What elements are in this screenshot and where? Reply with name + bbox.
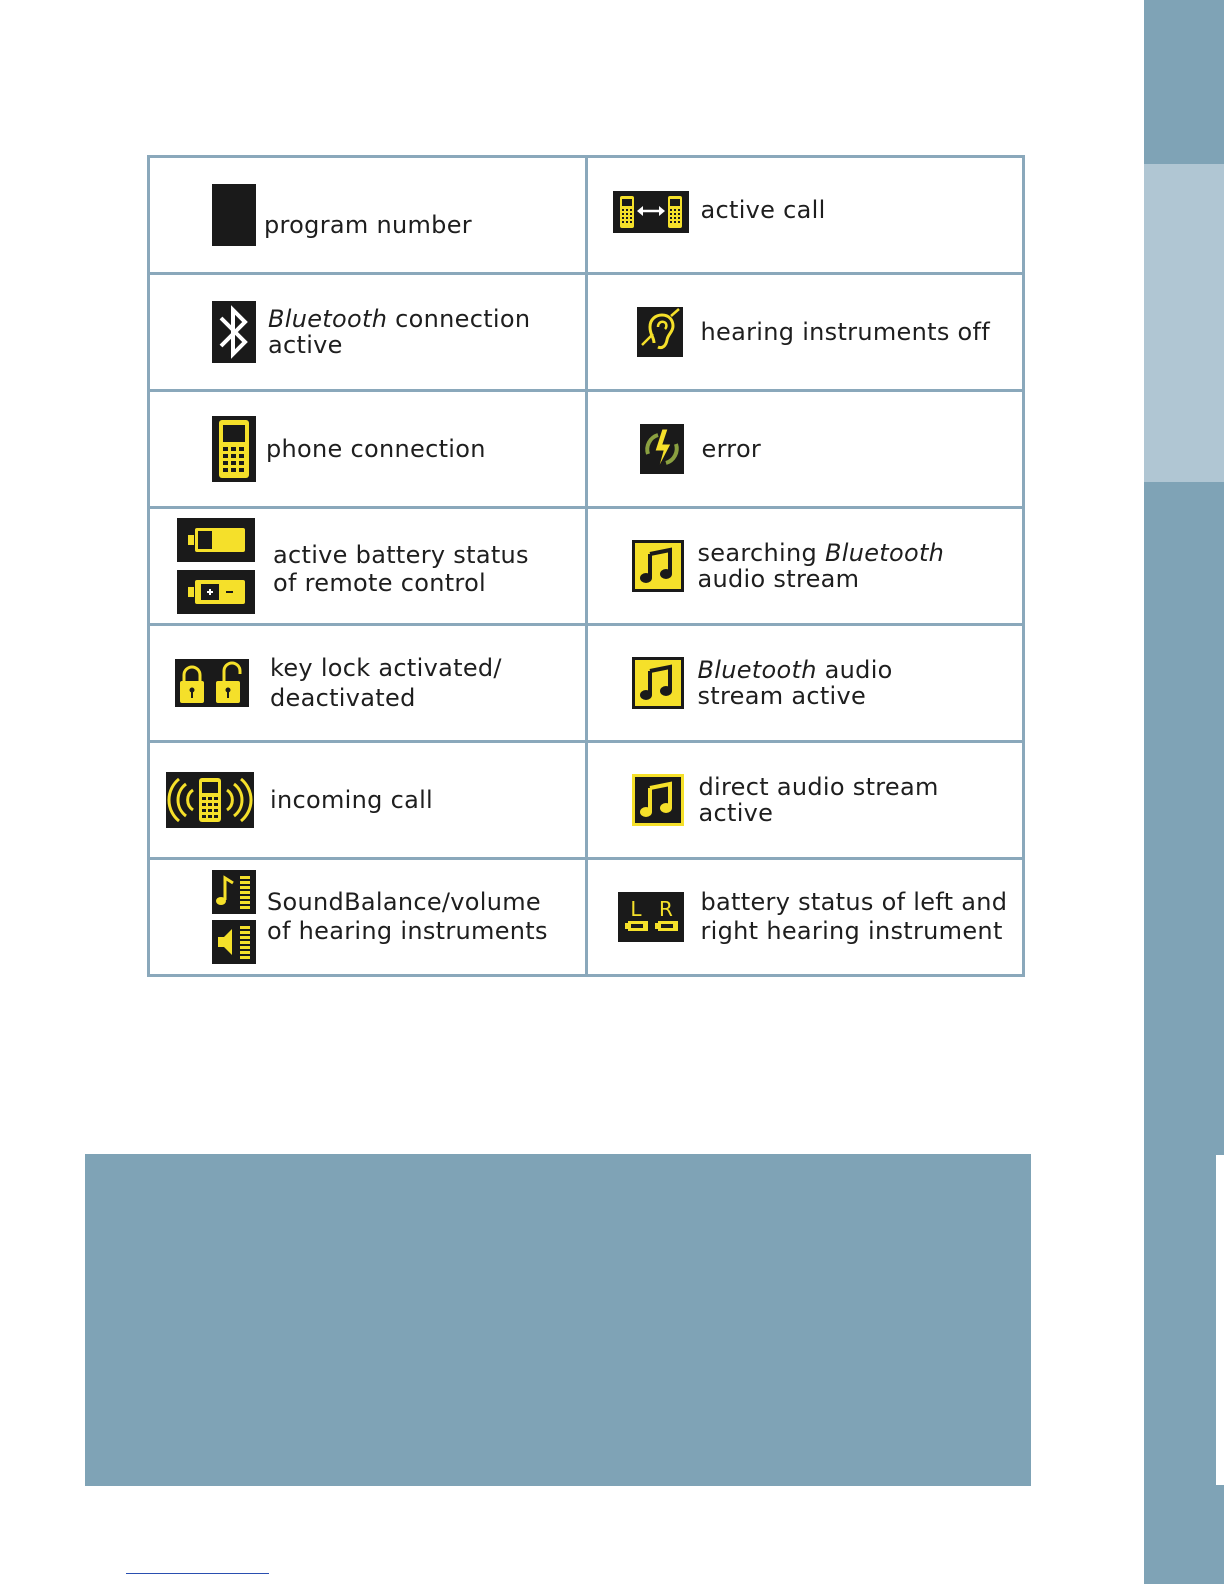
table-row [149, 274, 1024, 391]
legend-label: hearing instruments off [700, 318, 991, 346]
incoming-call-icon [164, 772, 256, 828]
bluetooth-icon [208, 301, 260, 363]
battery-icon [176, 518, 256, 614]
legend-label: error [701, 435, 762, 463]
side-tab-active [1144, 164, 1224, 482]
active-call-icon [611, 191, 691, 233]
table-row [149, 157, 1024, 274]
legend-cell-direct-audio [586, 742, 1024, 859]
lr-battery-icon [611, 892, 691, 942]
legend-label: battery status of left and right hearing instrument [700, 888, 1008, 945]
legend-cell-phone [149, 391, 587, 508]
legend-cell-active-call [586, 157, 1024, 274]
legend-label: direct audio stream active [698, 773, 939, 827]
table-row [149, 742, 1024, 859]
legend-cell-key-lock [149, 625, 587, 742]
music-note-icon [628, 774, 688, 826]
legend-label: active call [700, 196, 826, 224]
legend-cell-lr-battery [586, 859, 1024, 976]
music-note-icon [628, 540, 688, 592]
legend-cell-searching-bt-audio [586, 508, 1024, 625]
program-number-icon [208, 184, 260, 246]
legend-label: key lock activated/ deactivated [270, 654, 502, 712]
side-tab-top [1144, 0, 1224, 164]
phone-icon [208, 416, 260, 482]
info-box [85, 1154, 1031, 1486]
legend-cell-battery [149, 508, 587, 625]
hearing-off-icon [632, 307, 688, 357]
legend-label: incoming call [270, 786, 434, 814]
table-row [149, 625, 1024, 742]
music-note-icon [628, 657, 688, 709]
legend-label: Bluetooth connection active [268, 305, 531, 359]
legend-cell-bt-audio-active [586, 625, 1024, 742]
legend-label: Bluetooth audio stream active [697, 656, 893, 710]
table-row [149, 391, 1024, 508]
error-icon [634, 424, 690, 474]
legend-label: program number [264, 211, 472, 239]
soundbalance-volume-icon [208, 870, 260, 964]
legend-cell-error [586, 391, 1024, 508]
legend-cell-program-number [149, 157, 587, 274]
legend-label: SoundBalance/volume of hearing instruments [267, 888, 548, 945]
side-tab-bottom [1144, 482, 1224, 1584]
legend-label: active battery status of remote control [273, 541, 529, 597]
key-lock-icon [172, 659, 252, 707]
icon-legend-table [147, 155, 1025, 977]
table-row [149, 859, 1024, 976]
legend-label: searching Bluetooth audio stream [697, 539, 945, 593]
legend-label: phone connection [266, 435, 486, 463]
lr-left-letter: L [629, 897, 642, 921]
table-row [149, 508, 1024, 625]
legend-cell-bluetooth [149, 274, 587, 391]
legend-cell-incoming-call [149, 742, 587, 859]
lr-right-letter: R [658, 897, 673, 921]
legend-cell-hearing-off [586, 274, 1024, 391]
legend-cell-soundbalance [149, 859, 587, 976]
footnote-rule [126, 1573, 269, 1574]
side-tab-notch [1216, 1155, 1224, 1485]
